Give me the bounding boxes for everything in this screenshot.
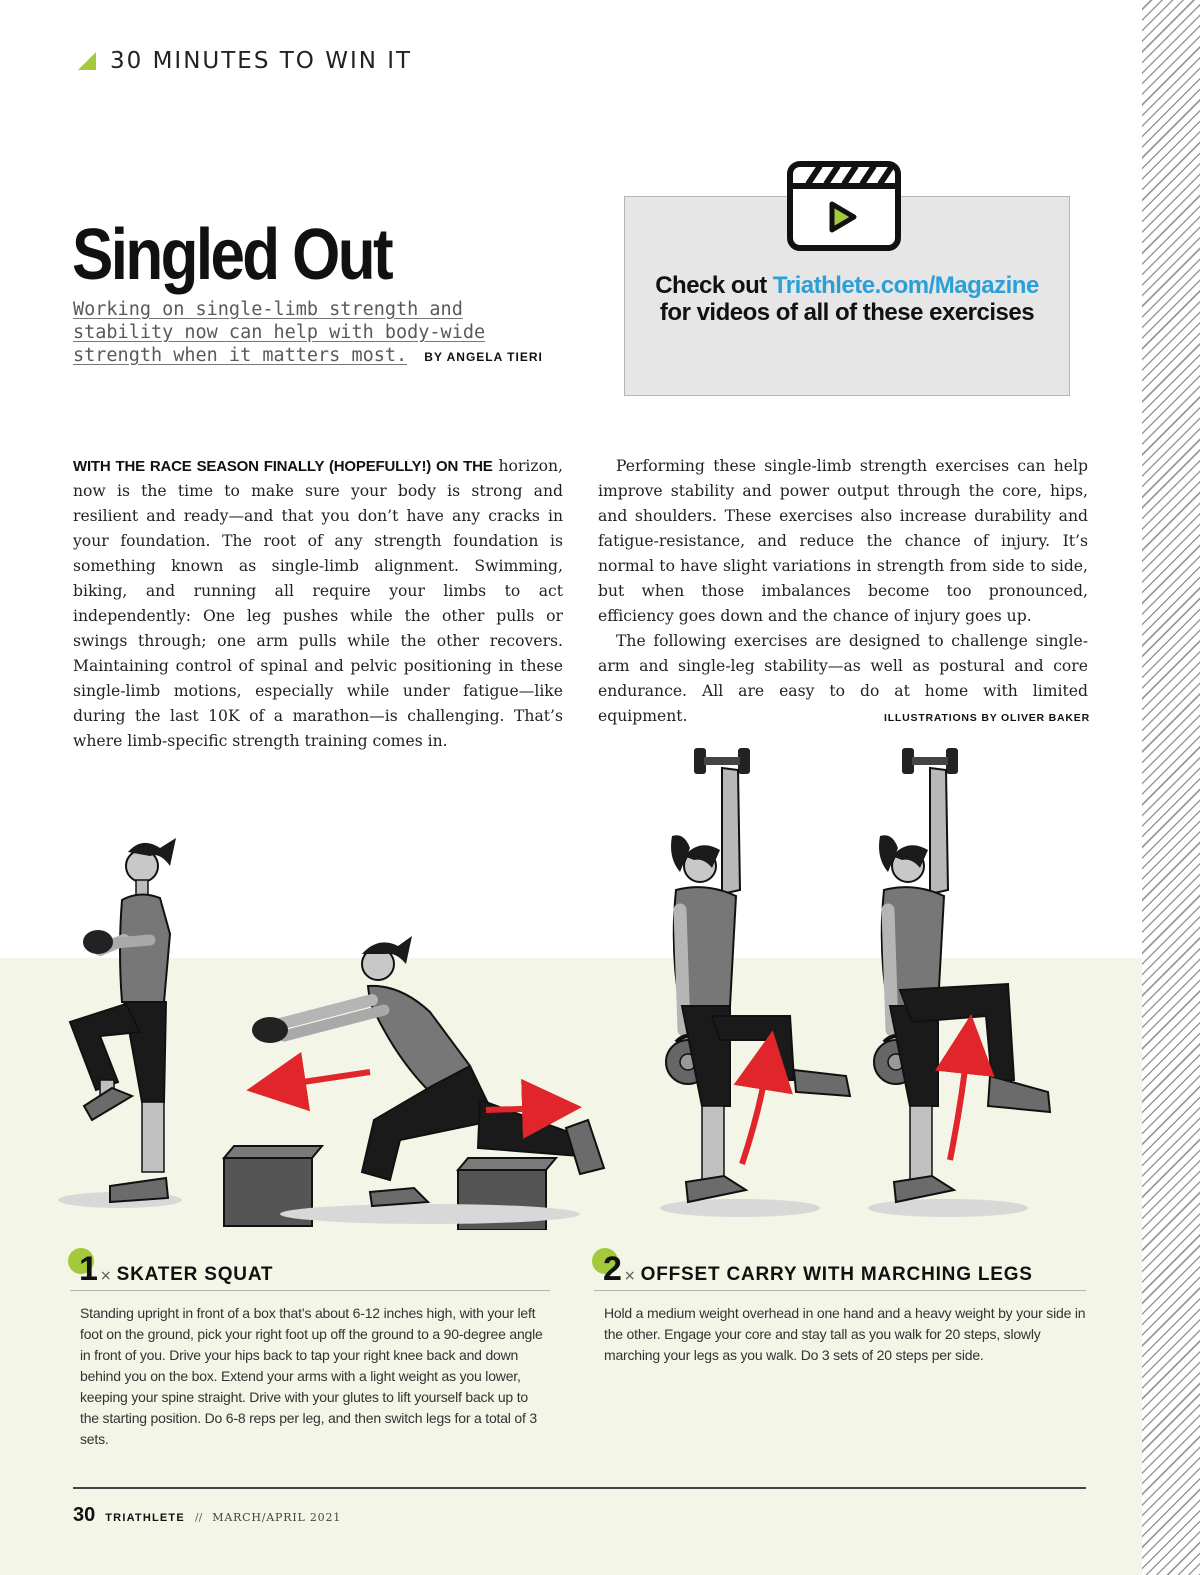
magazine-name: TRIATHLETE	[105, 1512, 185, 1524]
exercise-1-heading	[70, 1248, 550, 1291]
times-icon: ×	[623, 1268, 636, 1284]
body-col2-para2: The following exercises are designed to challenge single-arm and single-leg stability—as well as postural and core endurance. All are easy to do at home with limited equipment.	[598, 632, 1088, 725]
article-dek	[73, 298, 573, 369]
exercise-2	[594, 1248, 1086, 1366]
page-number: 30	[73, 1504, 96, 1526]
body-col2-para1: Performing these single-limb strength exercises can help improve stability and power output through the core, hips, and shoulders. These exercises also increase durability and fatigue-resistance, and reduce the chance of injury. It’s normal to have slight variations in strength from side to side, but when those imbalances become too pronounced, efficiency goes down and the chance of injury goes up.	[598, 457, 1088, 625]
byline: BY ANGELA TIERI	[424, 350, 543, 364]
footer-rule	[73, 1487, 1086, 1489]
promo-line2: for videos of all of these exercises	[659, 299, 1035, 326]
lead-in: WITH THE RACE SEASON FINALLY (HOPEFULLY!) ON THE	[73, 458, 493, 475]
body-column-1	[73, 454, 563, 754]
exercise-illustrations	[0, 740, 1140, 1230]
triangle-icon	[78, 52, 96, 70]
issue-date: MARCH/APRIL 2021	[212, 1511, 342, 1524]
offset-carry-figure-b	[868, 748, 1050, 1217]
article-title: Singled Out	[72, 215, 392, 295]
exercise-1-description: Standing upright in front of a box that’s about 6-12 inches high, with your left foot on the ground, pick your right foot up off the ground to a 90-degree angle in front of you. Drive your hips back to tap your right knee back and down behind you on the box. Extend your arms with a light weight as you lower, keeping your spine straight. Drive with your glutes to lift yourself back up to the starting position. Do 6-8 reps per leg, and then switch legs for a total of 3 sets.	[80, 1305, 543, 1447]
exercise-2-number: 2	[603, 1250, 622, 1288]
promo-text	[624, 272, 1070, 326]
video-clapperboard-icon	[786, 158, 902, 254]
offset-carry-figure-a	[660, 748, 850, 1217]
body-col1-text: horizon, now is the time to make sure your body is strong and resilient and ready—and that you don’t have any cracks in your foundation. The root of any strength foundation is something known as single-limb alignment. Swimming, biking, and running all require your limbs to act independently: One leg pushes while the other pulls or swings through; one arm pulls while the other recovers. Maintaining control of spinal and pelvic positioning in these single-limb motions, especially while under fatigue—like during the last 10K of a marathon—is challenging. That’s where limb-specific strength training comes in.	[73, 457, 563, 750]
promo-prefix: Check out	[655, 272, 773, 299]
exercise-2-heading	[594, 1248, 1086, 1291]
exercise-1	[70, 1248, 550, 1450]
kicker-text: 30 MINUTES TO WIN IT	[110, 48, 413, 74]
page-footer	[73, 1504, 341, 1527]
body-column-2	[598, 454, 1088, 729]
exercise-1-number: 1	[79, 1250, 98, 1288]
hatched-margin	[1142, 0, 1200, 1575]
illustration-credit: ILLUSTRATIONS BY OLIVER BAKER	[884, 712, 1090, 724]
skater-squat-lunge-figure	[224, 936, 604, 1230]
section-kicker	[78, 48, 412, 74]
skater-squat-start-figure	[58, 838, 182, 1208]
exercise-2-name: OFFSET CARRY WITH MARCHING LEGS	[640, 1264, 1033, 1285]
footer-separator: //	[194, 1511, 203, 1524]
exercise-1-name: SKATER SQUAT	[116, 1264, 274, 1285]
exercise-2-description: Hold a medium weight overhead in one hand and a heavy weight by your side in the other. Engage your core and stay tall as you walk for 20 steps, slowly marching your legs as you walk. Do 3 sets of 20 steps per side.	[604, 1305, 1086, 1363]
dek-text: Working on single-limb strength and stability now can help with body-wide strength when it matters most.	[73, 299, 486, 366]
promo-link[interactable]: Triathlete.com/Magazine	[772, 272, 1039, 299]
times-icon: ×	[99, 1268, 112, 1284]
